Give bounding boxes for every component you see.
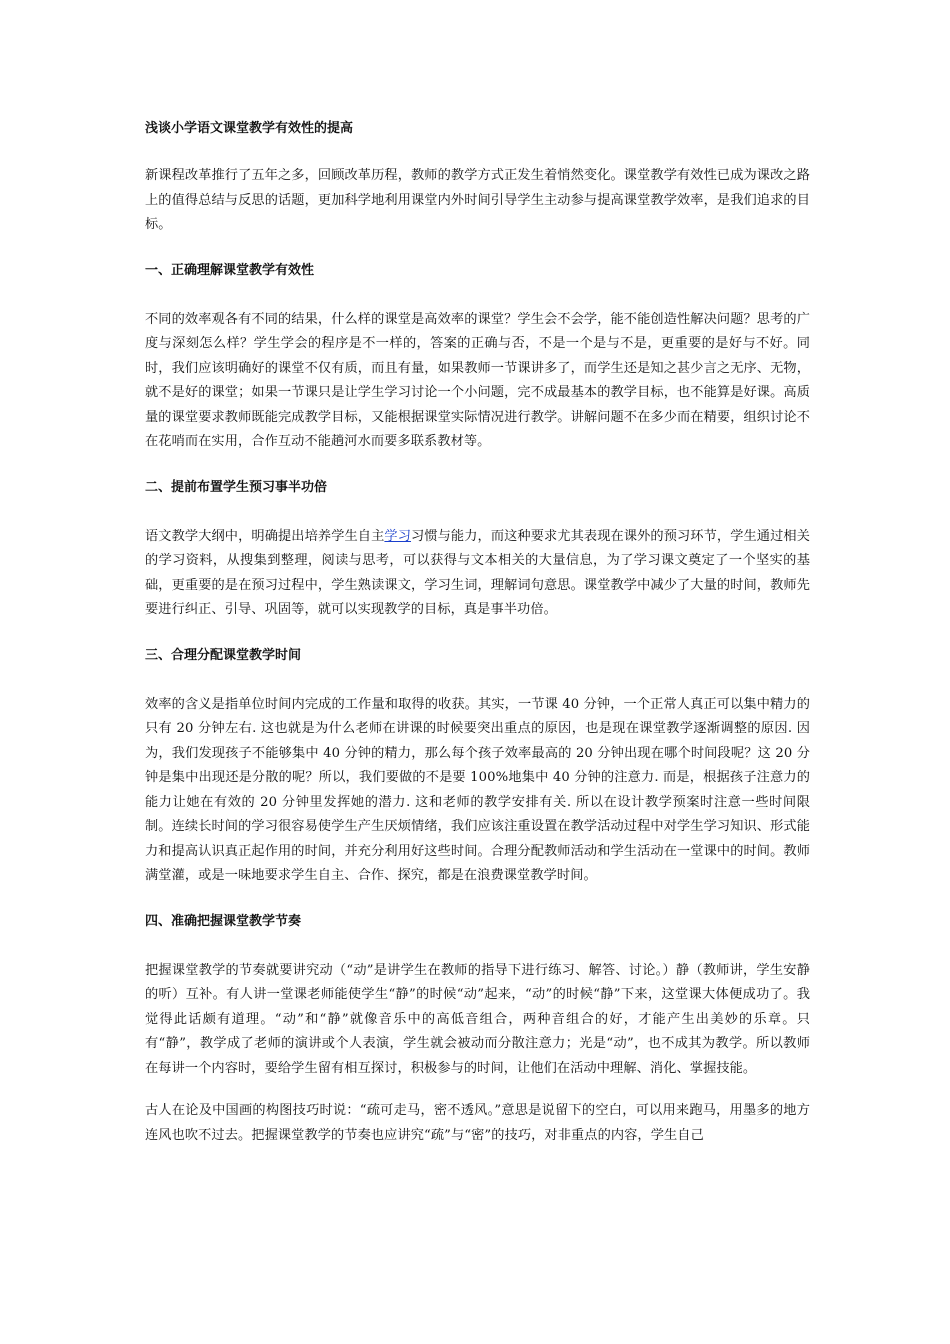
section-1-paragraph: 不同的效率观各有不同的结果，什么样的课堂是高效率的课堂？学生会不会学，能不能创造性解决问题？思考的广度与深刻怎么样？学生学会的程序是不一样的，答案的正确与否，不是一个是与不是，更重要的是好与不好。同时，我们应该明确好的课堂不仅有质，而且有量，如果教师一节课讲多了，而学生还是知之甚少言之无序、无物，就不是好的课堂；如果一节课只是让学生学习讨论一个小问题，完不成最基本的教学目标，也不能算是好课。高质量的课堂要求教师既能完成教学目标，又能根据课堂实际情况进行教学。讲解问题不在多少而在精要，组织讨论不在花哨而在实用，合作互动不能趟河水而要多联系教材等。 xyxy=(145,311,810,449)
section-3-paragraph: 效率的含义是指单位时间内完成的工作量和取得的收获。其实，一节课 40 分钟，一个正常人真正可以集中精力的只有 20 分钟左右. 这也就是为什么老师在讲课的时候要突出重点的原因，也是现在课堂教学逐渐调整的原因. 因为，我们发现孩子不能够集中 40 分钟的精力，那么每个孩子效率最高的 20 分钟出现在哪个时间段呢？这 20 分钟是集中出现还是分散的呢？所以，我们要做的不是要 100%地集中 40 分钟的注意力. 而是，根据孩子注意力的能力让她在有效的 20 分钟里发挥她的潜力. 这和老师的教学安排有关. 所以在设计教学预案时注意一些时间限制。连续长时间的学习很容易使学生产生厌烦情绪，我们应该注重设置在教学活动过程中对学生学习知识、形式能力和提高认识真正起作用的时间，并充分利用好这些时间。合理分配教师活动和学生活动在一堂课中的时间。教师满堂灌，或是一味地要求学生自主、合作、探究，都是在浪费课堂教学时间。 xyxy=(145,696,810,883)
study-link[interactable]: 学习 xyxy=(384,528,412,544)
document-page xyxy=(145,118,810,1170)
document-title: 浅谈小学语文课堂教学有效性的提高 xyxy=(145,121,354,136)
intro-paragraph: 新课程改革推行了五年之多，回顾改革历程，教师的教学方式正发生着悄然变化。课堂教学有效性已成为课改之路上的值得总结与反思的话题，更加科学地利用课堂内外时间引导学生主动参与提高课堂教学效率，是我们追求的目标。 xyxy=(145,168,810,232)
section-2-text-before-link: 语文教学大纲中，明确提出培养学生自主 xyxy=(145,528,385,544)
section-heading-3: 三、合理分配课堂教学时间 xyxy=(145,647,302,663)
section-heading-1: 一、正确理解课堂教学有效性 xyxy=(145,262,315,278)
section-2-text-after-link: 习惯与能力，而这种要求尤其表现在课外的预习环节，学生通过相关的学习资料，从搜集到整理，阅读与思考，可以获得与文本相关的大量信息，为了学习课文奠定了一个坚实的基础，更重要的是在预习过程中，学生熟读课文，学习生词，理解词句意思。课堂教学中减少了大量的时间，教师先要进行纠正、引导、巩固等，就可以实现教学的目标，真是事半功倍。 xyxy=(145,528,810,617)
section-4-paragraph-2: 古人在论及中国画的构图技巧时说：“疏可走马，密不透风。”意思是说留下的空白，可以用来跑马，用墨多的地方连风也吹不过去。把握课堂教学的节奏也应讲究“疏”与“密”的技巧，对非重点的内容，学生自己 xyxy=(145,1103,810,1143)
section-heading-2: 二、提前布置学生预习事半功倍 xyxy=(145,479,328,495)
section-4-paragraph-1: 把握课堂教学的节奏就要讲究动（“动”是讲学生在教师的指导下进行练习、解答、讨论。）静（教师讲，学生安静的听）互补。有人讲一堂课老师能使学生“静”的时候“动”起来，“动”的时候“静”下来，这堂课大体便成功了。我觉得此话颇有道理。“动”和“静”就像音乐中的高低音组合，两种音组合的好，才能产生出美妙的乐章。只有“静”，教学成了老师的演讲或个人表演，学生就会被动而分散注意力；光是“动”，也不成其为教学。所以教师在每讲一个内容时，要给学生留有相互探讨，积极参与的时间，让他们在活动中理解、消化、掌握技能。 xyxy=(145,962,810,1076)
section-2-paragraph xyxy=(145,525,810,623)
section-heading-4: 四、准确把握课堂教学节奏 xyxy=(145,913,302,929)
